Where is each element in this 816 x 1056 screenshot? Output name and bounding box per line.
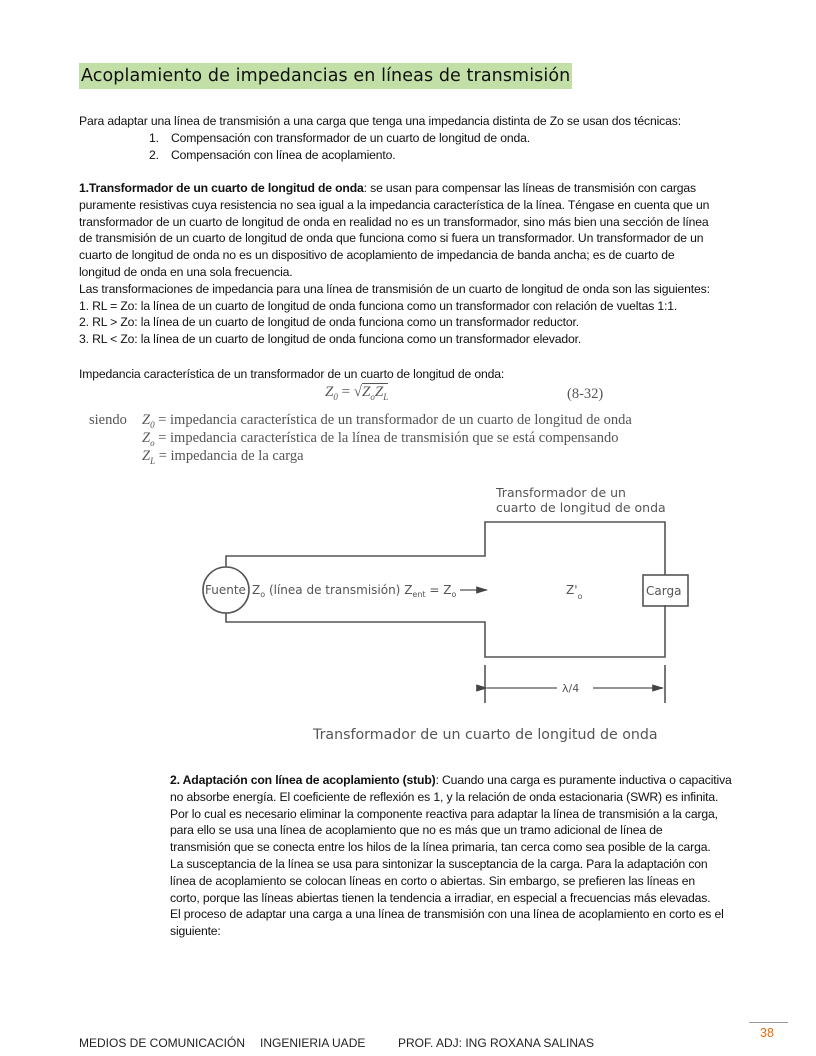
section-1-line: 1.Transformador de un cuarto de longitud de onda: se usan para compensar las líneas de transmisión con cargas [79, 181, 696, 195]
technique-number: 1. [149, 131, 159, 145]
transformer-impedance-label: $Z'_o$ [566, 583, 583, 601]
section-2-line: Por lo cual es necesario eliminar la componente reactiva para adaptar la línea de transmisión a la carga, [170, 806, 718, 821]
equation-number: (8-32) [567, 386, 604, 402]
page-number: 38 [760, 1026, 774, 1040]
definition-item: $Z_L$ = impedancia de la carga [142, 448, 304, 466]
source-label: Fuente [205, 583, 246, 597]
footer-professor: PROF. ADJ: ING ROXANA SALINAS [398, 1036, 595, 1050]
section-2-paragraph [170, 772, 732, 940]
line-label: $Z_o$ (línea de transmisión) $Z_{ent} = Z_o$ [252, 583, 457, 599]
footer-school: INGENIERIA UADE [260, 1036, 366, 1050]
section-1-line: cuarto de longitud de onda no es un dispositivo de acoplamiento de impedancia de banda ancha; es de cuarto de [79, 248, 675, 263]
technique-text: Compensación con línea de acoplamiento. [171, 148, 396, 162]
definitions-label: siendo [89, 412, 127, 428]
page-title: Acoplamiento de impedancias en líneas de transmisión [79, 63, 572, 89]
figure-caption: Transformador de un cuarto de longitud de onda [313, 727, 658, 743]
section-2-line: transmisión que se conecta entre los hilos de la línea primaria, tan cerca como sea posible de la carga. [170, 840, 711, 855]
section-1-line: de transmisión de un cuarto de longitud de onda que funciona como si fuera un transformador. Un transformador de un [79, 231, 704, 246]
transformations-intro: Las transformaciones de impedancia para una línea de transmisión de un cuarto de longitud de onda son las siguientes: [79, 281, 710, 296]
section-1-heading: 1.Transformador de un cuarto de longitud de onda [79, 181, 364, 195]
technique-number: 2. [149, 148, 159, 162]
section-1-line: puramente resistivas cuya resistencia no sea igual a la impedancia característica de la línea. Téngase en cuenta que un [79, 197, 710, 212]
transformer-label-line-2: cuarto de longitud de onda [496, 500, 666, 515]
length-label: λ/4 [562, 682, 580, 695]
section-2-line: La susceptancia de la línea se usa para sintonizar la susceptancia de la carga. Para la adaptación con [170, 856, 708, 871]
section-2-line: 2. Adaptación con línea de acoplamiento (stub): Cuando una carga es puramente inductiva o capacitiva [170, 773, 732, 787]
page-number-rule [749, 1022, 788, 1023]
transformation-item: 3. RL < Zo: la línea de un cuarto de longitud de onda funciona como un transformador elevador. [79, 332, 582, 347]
intro-paragraph: Para adaptar una línea de transmisión a una carga que tenga una impedancia distinta de Zo se usan dos técnicas: [79, 114, 681, 128]
section-2-line: no absorbe energía. El coeficiente de reflexión es 1, y la relación de onda estacionaria (SWR) es infinita. [170, 789, 719, 804]
line-bottom-conductor [226, 605, 665, 657]
line-top-conductor [226, 522, 665, 575]
impedance-intro: Impedancia característica de un transformador de un cuarto de longitud de onda: [79, 367, 505, 381]
footer-course: MEDIOS DE COMUNICACIÓN [79, 1036, 246, 1050]
transformation-item: 1. RL = Zo: la línea de un cuarto de longitud de onda funciona como un transformador con relación de vueltas 1:1. [79, 298, 678, 313]
section-2-line: El proceso de adaptar una carga a una línea de transmisión con una línea de acoplamiento en corto es el [170, 907, 724, 922]
definition-item: $Z_o$ = impedancia característica de la línea de transmisión que se está compensando [142, 430, 619, 448]
formula: $Z_0 = √Z_oZ_L$ [325, 384, 389, 402]
section-2-line: corto, porque las líneas abiertas tienen la tendencia a irradiar, en especial a frecuencias más elevadas. [170, 890, 711, 905]
technique-text: Compensación con transformador de un cuarto de longitud de onda. [171, 131, 530, 145]
definition-item: $Z_0$ = impedancia característica de un transformador de un cuarto de longitud de onda [142, 412, 632, 430]
section-2-heading: 2. Adaptación con línea de acoplamiento (stub) [170, 773, 436, 787]
section-2-line: para ello se usa una línea de acoplamiento que no es más que un tramo adicional de línea de [170, 823, 663, 838]
section-1-line: transformador de un cuarto de longitud de onda en realidad no es un transformador, sino más bien una sección de línea [79, 214, 709, 229]
transformation-item: 2. RL > Zo: la línea de un cuarto de longitud de onda funciona como un transformador reductor. [79, 315, 580, 330]
section-1-line: longitud de onda en una sola frecuencia. [79, 264, 293, 279]
load-label: Carga [646, 584, 682, 598]
section-2-line: siguiente: [170, 924, 221, 939]
transformer-label-line-1: Transformador de un [496, 485, 626, 500]
section-2-line: línea de acoplamiento se colocan líneas en corto o abiertas. Sin embargo, se prefieren las líneas en [170, 873, 695, 888]
